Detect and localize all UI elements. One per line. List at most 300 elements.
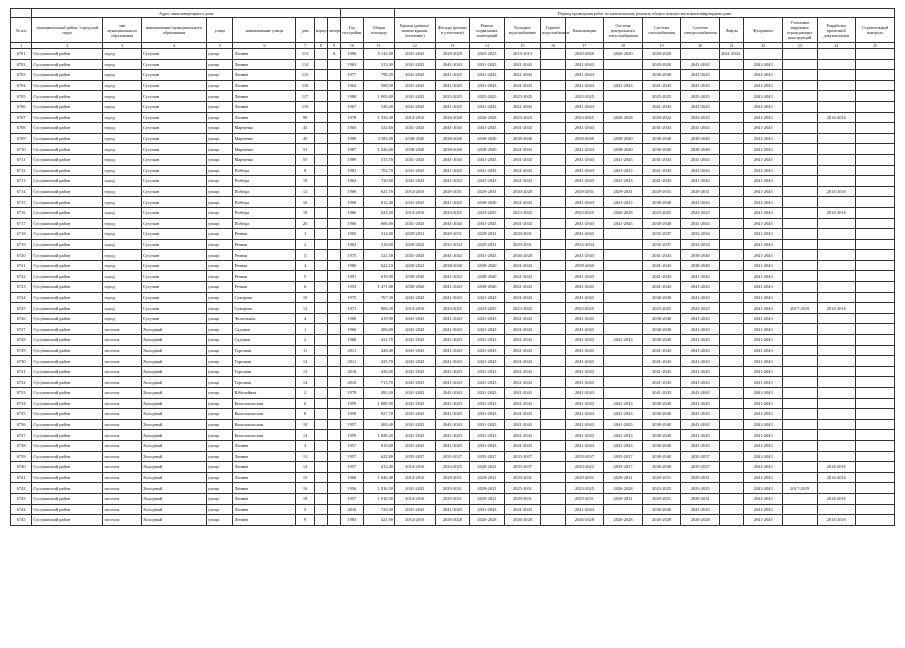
column-header: тип муниципального образования [103,18,142,43]
table-cell: Сусуман [142,207,207,218]
table-cell [817,250,856,261]
table-cell: 2026-2028 [565,515,604,526]
table-cell [541,218,565,229]
table-cell: 2041-2043 [435,59,470,70]
table-cell: 2041-2043 [504,197,541,208]
table-cell: Сусуманский район [32,207,103,218]
table-cell [541,154,565,165]
table-cell [327,462,340,473]
table-cell: 2041-2043 [435,324,470,335]
table-cell: Ленина [233,472,296,483]
table-cell: 2041-2043 [395,59,436,70]
table-cell [817,197,856,208]
table-cell [782,409,817,420]
table-cell: 469,40 [363,419,394,430]
table-cell [720,440,744,451]
table-cell: 2041-2043 [504,313,541,324]
table-cell: Победы [233,207,296,218]
table-cell [327,186,340,197]
table-cell: 425,70 [363,356,394,367]
table-cell: 313,70 [363,154,394,165]
table-cell: 2041-2043 [744,515,783,526]
table-cell: город [103,165,142,176]
table-cell: 2026-2028 [604,483,643,494]
table-cell [782,282,817,293]
table-cell: 2041-2043 [744,91,783,102]
table-cell: 2041-2043 [470,59,505,70]
column-number: 17 [565,43,604,49]
table-cell: 720,00 [363,504,394,515]
table-cell [782,451,817,462]
table-cell: Садовая [233,335,296,346]
table-cell [782,462,817,473]
table-cell: 2 [296,335,314,346]
table-cell: Сусуманский район [32,356,103,367]
table-cell: Юбилейная [233,388,296,399]
table-cell: Победы [233,186,296,197]
table-cell: 1980 [341,91,363,102]
table-cell: Ленина [233,59,296,70]
table-cell: 2025-2025 [470,91,505,102]
table-cell: 6705 [11,91,32,102]
table-cell: 2041-2043 [681,377,720,388]
table-cell: Сусуманский район [32,49,103,60]
table-cell: 406,00 [363,324,394,335]
table-cell: 2041-2043 [395,388,436,399]
table-cell: 2038-2040 [642,398,681,409]
table-cell: 2041-2043 [642,377,681,388]
column-number: 13 [435,43,470,49]
table-cell: 2026-2028 [435,112,470,123]
table-cell: 2041-2043 [642,154,681,165]
table-cell: Ленина [233,515,296,526]
table-cell [856,239,895,250]
table-cell: 2041-2043 [681,80,720,91]
table-cell: 2041-2043 [744,366,783,377]
table-cell [782,515,817,526]
table-cell: Холодный [142,324,207,335]
table-cell [314,292,327,303]
table-cell: 14 [296,430,314,441]
table-cell [856,398,895,409]
table-cell: 622,10 [363,260,394,271]
header-blank [11,9,32,18]
table-cell: Сусуманский район [32,154,103,165]
table-cell: 6731 [11,366,32,377]
repair-schedule-table [10,8,895,526]
table-cell: 2041-2043 [681,101,720,112]
table-cell: 2041-2043 [470,366,505,377]
table-cell: 2029-2029 [435,49,470,60]
table-cell [541,377,565,388]
table-cell [314,197,327,208]
table-cell: 11 [296,345,314,356]
table-cell: улица [207,292,233,303]
table-cell: 1963 [341,59,363,70]
column-header: Система газоснабжения [642,18,681,43]
table-cell [314,388,327,399]
table-cell: 6713 [11,176,32,187]
table-cell: Сусуманский район [32,218,103,229]
table-cell: город [103,154,142,165]
table-cell: 2041-2043 [565,313,604,324]
table-cell: 1 816,50 [363,483,394,494]
table-cell [720,324,744,335]
table-cell: 2041-2043 [565,388,604,399]
table-cell: Суворова [233,292,296,303]
table-cell [817,345,856,356]
table-cell [720,250,744,261]
table-cell: 2041-2043 [744,419,783,430]
table-cell: 2023-2025 [681,112,720,123]
table-cell: 2038-2040 [681,133,720,144]
table-cell [720,462,744,473]
table-cell: 2041-2043 [565,218,604,229]
table-cell: 2041-2043 [470,165,505,176]
table-cell [782,250,817,261]
table-cell: город [103,186,142,197]
table-cell [327,165,340,176]
table-cell [856,112,895,123]
table-cell: 18 [296,493,314,504]
table-cell: 1986 [341,260,363,271]
table-cell: 2023-2025 [642,483,681,494]
table-cell [541,239,565,250]
table-cell: Холодный [142,409,207,420]
table-cell [782,440,817,451]
table-cell: 6732 [11,377,32,388]
table-row [11,101,895,112]
table-cell: 2041-2043 [395,165,436,176]
table-cell: 2038-2040 [395,144,436,155]
table-cell: 3 583,00 [363,133,394,144]
table-cell: 90 [296,112,314,123]
table-cell: улица [207,154,233,165]
table-cell: Комсомольская [233,409,296,420]
column-header: Холодное водоснабжение [504,18,541,43]
table-cell: 2041-2043 [395,419,436,430]
table-cell [720,356,744,367]
table-cell [856,49,895,60]
table-cell: 2 [296,388,314,399]
table-cell [327,197,340,208]
table-cell: 2041-2043 [744,250,783,261]
table-cell: 1 [296,324,314,335]
table-cell: 2041-2043 [504,292,541,303]
table-cell: 1983 [341,515,363,526]
table-cell: 2041-2043 [504,260,541,271]
table-cell [327,123,340,134]
table-cell [856,388,895,399]
table-row [11,409,895,420]
table-cell: 2041-2043 [435,335,470,346]
table-cell: 2041-2043 [744,472,783,483]
table-cell: 2041-2043 [395,49,436,60]
table-cell [314,377,327,388]
table-cell: 2041-2043 [395,430,436,441]
table-cell: поселок [103,462,142,473]
table-cell: Ленина [233,440,296,451]
table-cell: 2035-2037 [681,451,720,462]
table-cell [604,59,643,70]
table-cell: 2023-2025 [470,207,505,218]
table-cell: 2038-2040 [470,271,505,282]
table-cell: 10 [296,419,314,430]
table-cell: 2041-2043 [504,165,541,176]
table-cell: Сусуман [142,229,207,240]
table-cell: 6728 [11,335,32,346]
table-cell [314,313,327,324]
table-cell: 2026-2028 [504,515,541,526]
table-cell: поселок [103,345,142,356]
table-cell: Сусуман [142,154,207,165]
table-cell: Сусуман [142,282,207,293]
table-cell [782,398,817,409]
table-cell: 2041-2043 [744,483,783,494]
table-cell: 2029-2031 [642,186,681,197]
table-cell: 2041-2043 [681,388,720,399]
table-cell: 2038-2040 [565,260,604,271]
table-cell: 2016 [341,504,363,515]
column-number: 12 [395,43,436,49]
table-cell: Ленина [233,483,296,494]
table-cell: 2041-2043 [565,345,604,356]
table-cell: Ленина [233,451,296,462]
table-cell: 5 [296,271,314,282]
table-row [11,207,895,218]
table-cell [817,239,856,250]
table-cell: 1957 [341,493,363,504]
column-number: 3 [103,43,142,49]
table-cell: Речная [233,250,296,261]
table-cell: 1966 [341,218,363,229]
table-cell: город [103,260,142,271]
table-cell: 2026-2028 [642,515,681,526]
table-cell: Сусуманский район [32,493,103,504]
table-cell [314,303,327,314]
table-cell: 2041-2043 [642,101,681,112]
table-cell: 2041-2043 [744,176,783,187]
table-cell: 2014-2016 [395,493,436,504]
table-cell: 2029-2031 [504,493,541,504]
table-cell [314,165,327,176]
table-cell: 2041-2043 [435,430,470,441]
table-cell: 1962 [341,80,363,91]
column-header: наименование улицы [233,18,296,43]
table-cell: город [103,292,142,303]
table-cell [817,91,856,102]
table-cell: 2035-2037 [395,451,436,462]
table-cell: 2014-2016 [817,515,856,526]
table-cell: 2041-2043 [565,324,604,335]
table-cell: 2023-2025 [504,207,541,218]
table-cell: 2038-2040 [681,144,720,155]
table-cell: Сусуманский район [32,123,103,134]
table-cell: 2038-2040 [470,282,505,293]
table-cell: 2041-2043 [470,123,505,134]
column-number: 22 [744,43,783,49]
table-cell: Холодный [142,335,207,346]
table-cell: Сусуман [142,133,207,144]
table-cell [541,345,565,356]
table-row [11,313,895,324]
table-cell [541,409,565,420]
table-cell [856,462,895,473]
table-cell: 6739 [11,451,32,462]
table-cell [327,419,340,430]
table-cell: Сусуманский район [32,144,103,155]
table-cell: Холодный [142,356,207,367]
table-cell: 1978 [341,388,363,399]
table-cell: 2041-2043 [744,59,783,70]
table-cell: 2041-2043 [681,271,720,282]
table-cell: 2041-2043 [565,356,604,367]
table-cell [314,430,327,441]
table-cell [541,493,565,504]
table-cell [856,515,895,526]
table-cell: поселок [103,356,142,367]
table-cell: 2041-2043 [604,430,643,441]
table-cell: 2041-2043 [395,101,436,112]
table-cell [314,112,327,123]
table-cell: 2041-2043 [720,49,744,60]
table-cell [541,388,565,399]
table-cell: 2023-2025 [565,207,604,218]
table-cell: 808,30 [363,303,394,314]
table-cell: 2041-2043 [681,335,720,346]
table-cell [541,197,565,208]
table-cell: 5 [296,504,314,515]
table-cell: Холодный [142,398,207,409]
table-cell: 2041-2043 [744,377,783,388]
table-cell: Торговая [233,345,296,356]
table-cell [782,218,817,229]
table-cell: Сусуман [142,303,207,314]
table-cell [541,356,565,367]
table-cell: 2023-2025 [565,112,604,123]
table-cell: поселок [103,419,142,430]
table-cell [782,345,817,356]
table-cell: 2041-2043 [395,250,436,261]
table-cell [817,260,856,271]
table-cell [720,409,744,420]
table-cell: 2041-2043 [744,282,783,293]
table-cell: 2025-2025 [565,91,604,102]
table-cell: 2038-2040 [435,144,470,155]
table-cell [327,303,340,314]
table-cell [541,49,565,60]
table-cell: 2041-2043 [435,154,470,165]
table-cell: Холодный [142,504,207,515]
table-cell: 2010 [341,377,363,388]
table-cell: 2041-2043 [504,409,541,420]
table-cell: 6723 [11,282,32,293]
table-row [11,515,895,526]
table-cell: Речная [233,260,296,271]
table-cell [782,133,817,144]
table-cell: 2023-2025 [470,303,505,314]
table-cell: 2041-2043 [470,154,505,165]
table-cell [720,165,744,176]
table-cell: улица [207,229,233,240]
table-row [11,398,895,409]
table-cell: Сусуманский район [32,271,103,282]
table-cell [782,292,817,303]
table-cell: 588,50 [363,80,394,91]
table-cell [817,123,856,134]
table-cell [817,419,856,430]
table-cell [720,112,744,123]
column-number: 19 [642,43,681,49]
table-cell: 2041-2043 [470,324,505,335]
table-cell [856,271,895,282]
table-row [11,430,895,441]
table-cell: 2038-2040 [642,504,681,515]
table-cell [541,419,565,430]
table-cell: 2041-2043 [681,356,720,367]
table-cell: 2041-2043 [504,59,541,70]
table-cell [856,218,895,229]
table-cell: 2041-2043 [744,260,783,271]
table-cell: Холодный [142,451,207,462]
table-cell [856,144,895,155]
table-cell [856,303,895,314]
table-cell: 2041-2043 [744,218,783,229]
table-cell [856,207,895,218]
table-cell: 619,00 [363,271,394,282]
table-cell [541,91,565,102]
table-cell: 51 [296,144,314,155]
table-cell: 1957 [341,440,363,451]
table-cell [327,144,340,155]
table-cell [817,366,856,377]
table-cell [604,292,643,303]
table-cell: Сусуман [142,260,207,271]
table-cell: 1959 [341,398,363,409]
column-header: муниципальный район / городской округ [32,18,103,43]
table-cell: Сусуман [142,292,207,303]
table-cell [720,70,744,81]
table-cell: 2041-2043 [565,59,604,70]
table-cell: 2041-2043 [642,271,681,282]
table-cell: 2041-2043 [744,388,783,399]
table-cell: 2041-2043 [504,176,541,187]
table-cell: Холодный [142,388,207,399]
table-cell: Холодный [142,430,207,441]
table-cell: 1969 [341,186,363,197]
table-cell: 927,70 [363,409,394,420]
table-cell: 2041-2043 [681,324,720,335]
table-cell: город [103,112,142,123]
table-row [11,123,895,134]
table-cell [782,101,817,112]
table-row [11,70,895,81]
table-cell [314,260,327,271]
table-cell: 2041-2043 [470,504,505,515]
table-cell [314,80,327,91]
table-cell [856,356,895,367]
table-cell: 2041-2043 [565,197,604,208]
address-group-header: Адрес многоквартирного дома [32,9,341,18]
table-cell: Сусуманский район [32,260,103,271]
table-cell [782,419,817,430]
table-cell [782,207,817,218]
table-cell: 2038-2040 [642,451,681,462]
table-cell: 2014-2016 [395,207,436,218]
table-cell: 2029-2031 [565,472,604,483]
table-cell: город [103,133,142,144]
table-cell [314,218,327,229]
